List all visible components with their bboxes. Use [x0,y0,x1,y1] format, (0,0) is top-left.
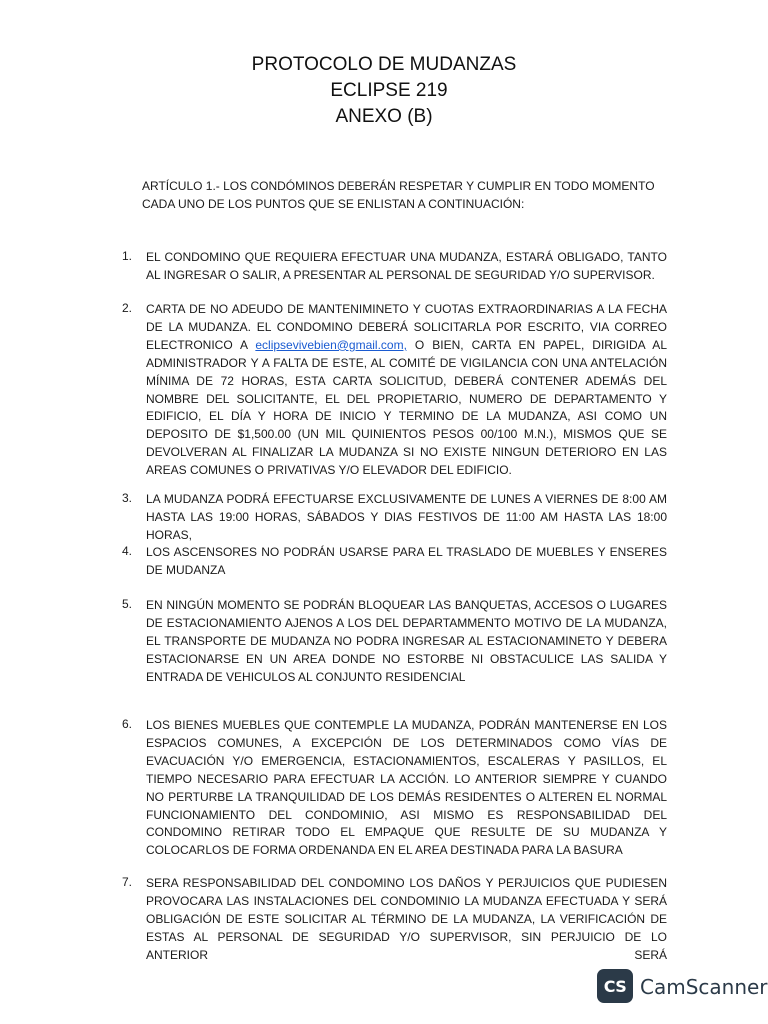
list-item-number: 7. [122,875,133,889]
list-item-1 [122,249,667,285]
list-item-number: 5. [122,597,133,611]
list-item-number: 3. [122,491,133,505]
camscanner-logo-icon: CS [597,969,633,1003]
list-item-text: LOS BIENES MUEBLES QUE CONTEMPLE LA MUDANZA, PODRÁN MANTENERSE EN LOS ESPACIOS COMUNES, A EXCEPCIÓN DE LOS DETERMINADOS COMO VÍAS DE EVACUACIÓN Y/O EMERGENCIA, ESTACIONAMIENTOS, ESCALERAS Y PASILLOS, EL TIEMPO NECESARIO PARA EFECTUAR LA ACCIÓN. LO ANTERIOR SIEMPRE Y CUANDO NO PERTURBE LA TRANQUILIDAD DE LOS DEMÁS RESIDENTES O ALTEREN EL NORMAL FUNCIONAMIENTO DEL CONDOMINIO, ASI MISMO ES RESPONSABILIDAD DEL CONDOMINO RETIRAR TODO EL EMPAQUE QUE RESULTE DE SU MUDANZA Y COLOCARLOS DE FORMA ORDENANDA EN EL AREA DESTINADA PARA LA BASURA [146,718,667,858]
list-item-number: 6. [122,717,133,731]
list-item-text-before-email: CARTA DE NO ADEUDO DE MANTENIMINETO Y CUOTAS EXTRAORDINARIAS A LA FECHA DE LA MUDANZA. EL CONDOMINO DEBERÁ SOLICITARLA POR ESCRITO, VIA CORREO ELECTRONICO A [146,302,667,352]
list-item-2 [122,301,667,480]
title-line-2: ECLIPSE 219 [330,80,448,101]
list-item-text: SERA RESPONSABILIDAD DEL CONDOMINO LOS DAÑOS Y PERJUICIOS QUE PUDIESEN PROVOCARA LAS INSTALACIONES DEL CONDOMINIO LA MUDANZA EFECTUADA Y SERÁ OBLIGACIÓN DE ESTE SOLICITAR AL TÉRMINO DE LA MUDANZA, LA VERIFICACIÓN DE ESTAS AL PERSONAL DE SEGURIDAD Y/O SUPERVISOR, SIN PERJUICIO DE LO ANTERIOR SERÁ [146,876,667,962]
list-item-text: EN NINGÚN MOMENTO SE PODRÁN BLOQUEAR LAS BANQUETAS, ACCESOS O LUGARES DE ESTACIONAMIENTO AJENOS A LOS DEL DEPARTAMMENTO MOTIVO DE LA MUDANZA, EL TRANSPORTE DE MUDANZA NO PODRA INGRESAR AL ESTACIONAMINETO Y DEBERA ESTACIONARSE EN UN AREA DONDE NO ESTORBE NI OBSTACULICE LAS SALIDA Y ENTRADA DE VEHICULOS AL CONJUNTO RESIDENCIAL [146,598,667,684]
list-item-3 [122,491,667,545]
list-item-number: 2. [122,301,133,315]
list-item-number: 1. [122,249,133,263]
camscanner-watermark: CamScanner [640,975,768,999]
list-item-5 [122,597,667,687]
title-line-1: PROTOCOLO DE MUDANZAS [251,54,517,75]
document-title [0,52,768,130]
list-item-4 [122,544,667,580]
list-item-6 [122,717,667,860]
email-link[interactable]: eclipsevivebien@gmail.com, [255,337,407,352]
list-item-number: 4. [122,544,133,558]
title-line-3: ANEXO (B) [335,106,433,127]
list-item-text: EL CONDOMINO QUE REQUIERA EFECTUAR UNA MUDANZA, ESTARÁ OBLIGADO, TANTO AL INGRESAR O SALIR, A PRESENTAR AL PERSONAL DE SEGURIDAD Y/O SUPERVISOR. [146,250,667,282]
list-item-text: LOS ASCENSORES NO PODRÁN USARSE PARA EL TRASLADO DE MUEBLES Y ENSERES DE MUDANZA [146,545,667,577]
list-item-text [146,301,667,480]
list-item-text: LA MUDANZA PODRÁ EFECTUARSE EXCLUSIVAMENTE DE LUNES A VIERNES DE 8:00 AM HASTA LAS 19:00 HORAS, SÁBADOS Y DIAS FESTIVOS DE 11:00 AM HASTA LAS 18:00 HORAS, [146,492,667,542]
list-item-text-after-email: O BIEN, CARTA EN PAPEL, DIRIGIDA AL ADMINISTRADOR Y A FALTA DE ESTE, AL COMITÉ DE VIGILANCIA CON UNA ANTELACIÓN MÍNIMA DE 72 HORAS, ESTA CARTA SOLICITUD, DEBERÁ CONTENER ADEMÁS DEL NOMBRE DEL SOLICITANTE, EL DEL PROPIETARIO, NUMERO DE DEPARTAMENTO Y EDIFICIO, EL DÍA Y HORA DE INICIO Y TERMINO DE LA MUDANZA, ASI COMO UN DEPOSITO DE $1,500.00 (UN MIL QUINIENTOS PESOS 00/100 M.N.), MISMOS QUE SE DEVOLVERAN AL FINALIZAR LA MUDANZA SI NO EXISTE NINGUN DETERIORO EN LAS AREAS COMUNES O PRIVATIVAS Y/O ELEVADOR DEL EDIFICIO. [146,337,667,478]
article-intro: ARTÍCULO 1.- LOS CONDÓMINOS DEBERÁN RESPETAR Y CUMPLIR EN TODO MOMENTO CADA UNO DE LOS PUNTOS QUE SE ENLISTAN A CONTINUACIÓN: [142,179,655,211]
list-item-7 [122,875,667,965]
